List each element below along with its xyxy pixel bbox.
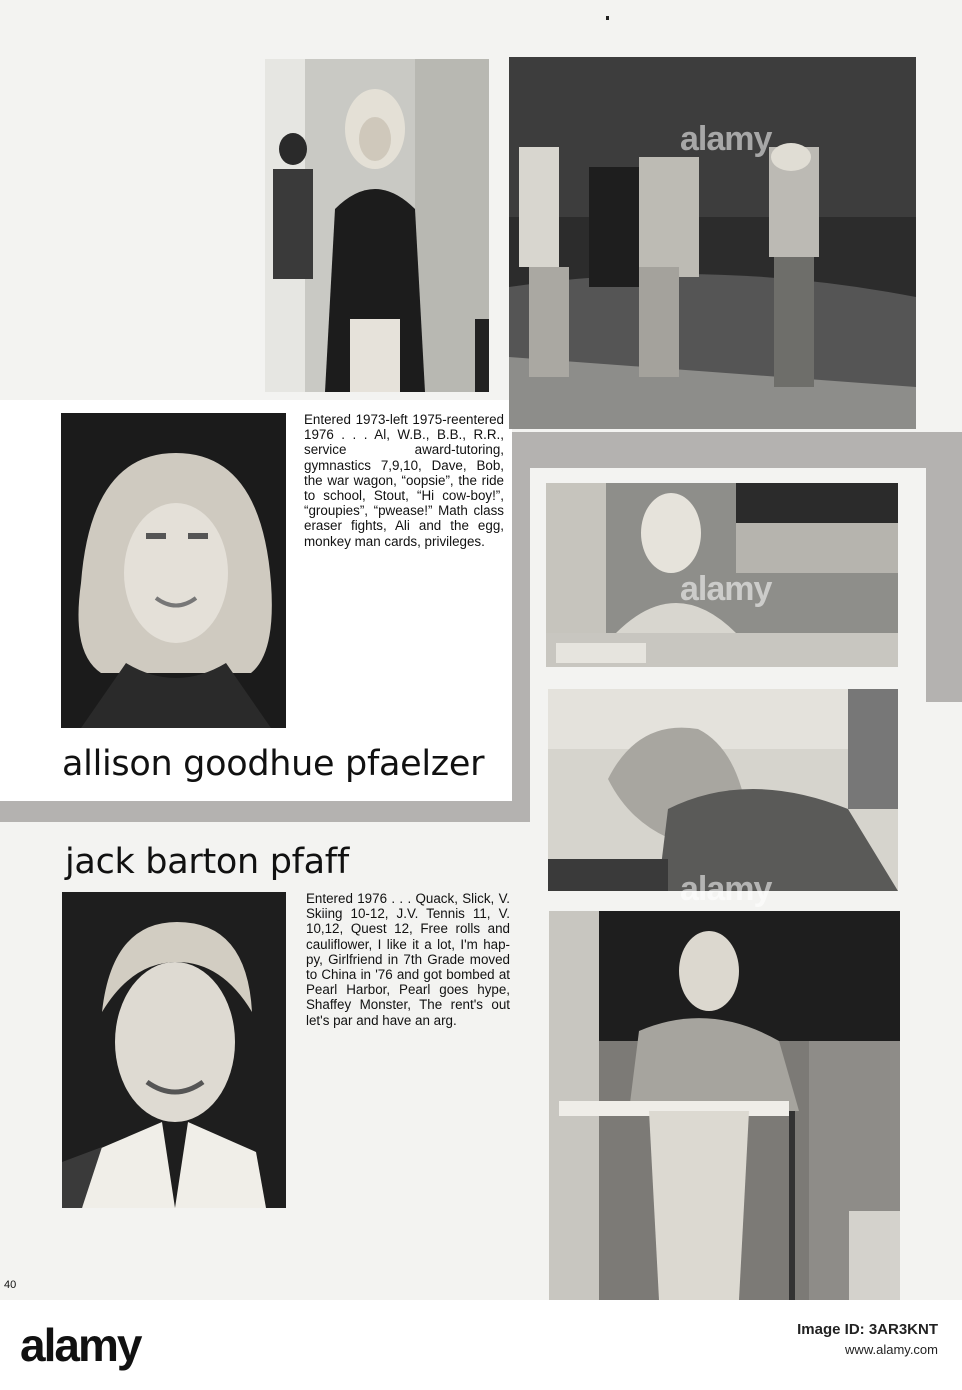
watermark: alamy <box>680 570 772 608</box>
candid-photo-hallway <box>265 59 489 392</box>
speck <box>606 16 609 20</box>
watermark: alamy <box>680 120 772 158</box>
page-number: 40 <box>4 1279 17 1291</box>
frame-band-vertical <box>512 432 530 822</box>
frame-band-right <box>926 432 962 702</box>
image-id: Image ID: 3AR3KNT <box>797 1321 938 1338</box>
student-name: jack barton pfaff <box>65 842 349 882</box>
site-url[interactable]: www.alamy.com <box>845 1342 938 1357</box>
frame-band-bottom <box>0 801 530 822</box>
footer-meta <box>797 1320 938 1360</box>
alamy-logo: alamy <box>20 1319 141 1371</box>
portrait-photo-boy <box>62 892 286 1208</box>
frame-band-top <box>512 432 962 468</box>
portrait-photo-girl <box>61 413 286 728</box>
watermark: alamy <box>680 870 772 908</box>
student-bio: Entered 1973-left 1975-reentered 1976 . . . Al, W.B., B.B., R.R., service award-tutoring, gymnastics 7,9,10, Dave, Bob, the war wagon, “oopsie”, the ride to school, Stout, “Hi cow-boy!”, “groupies”, “pwease!” Math class eraser fights, Ali and the egg, monkey man cards, privileges. <box>304 412 504 549</box>
candid-photo-boy-seated <box>549 911 900 1300</box>
student-bio: Entered 1976 . . . Quack, Slick, V. Skiing 10-12, J.V. Tennis 11, V. 10,12, Quest 12, Free rolls and cauliflower, I like it a lot, I'm hap-py, Girlfriend in 7th Grade moved to China in '76 and got bombed at Pearl Harbor, Pearl goes hype, Shaffey Monster, The rent's out let's par and have an arg. <box>306 891 510 1028</box>
candid-photo-boy-reading <box>548 689 898 891</box>
stock-footer <box>0 1300 962 1390</box>
candid-photo-classroom-desk <box>546 483 898 667</box>
candid-photo-outdoors <box>509 57 916 429</box>
student-name: allison goodhue pfaelzer <box>62 744 485 784</box>
